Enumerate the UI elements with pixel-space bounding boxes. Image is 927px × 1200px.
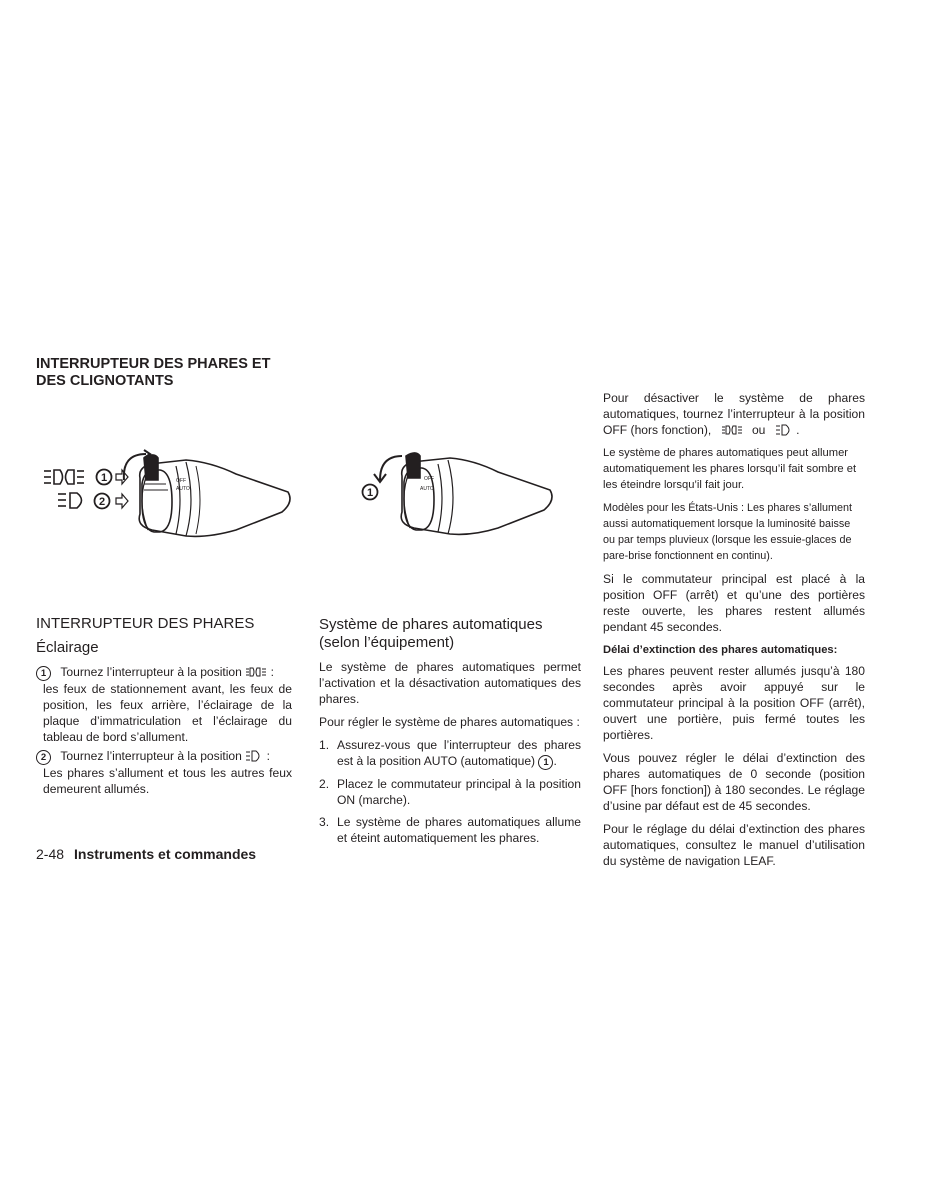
label-off: OFF (424, 476, 434, 482)
headlights-icon (245, 750, 263, 762)
section-title: INTERRUPTEUR DES PHARES ET DES CLIGNOTANTS (36, 356, 271, 389)
paragraph: Le système de phares automatiques peut allumer automatiquement les phares lorsqu’il fait sombre et les éteindre lorsqu’il fait jour. (603, 447, 857, 491)
headlights-icon (775, 424, 793, 436)
figure-auto-switch (350, 440, 560, 555)
paragraph: Si le commutateur principal est placé à la position OFF (arrêt) et qu’une des portières reste ouverte, les phares restent allumés pendant 45 secondes. (603, 572, 865, 634)
column-3 (603, 390, 865, 876)
heading-auto-headlights: Système de phares automatiques (selon l’équipement) (319, 616, 543, 651)
parking-lights-icon (44, 470, 84, 484)
page-footer (36, 846, 256, 862)
heading-headlight-switch: INTERRUPTEUR DES PHARES (36, 615, 255, 632)
list-item: 2. Placez le commutateur principal à la position ON (marche). (319, 777, 581, 807)
paragraph: Pour régler le système de phares automatiques : (319, 715, 580, 729)
list-item: 1 Tournez l’interrupteur à la position : les feux de stationnement avant, les feux de position, les feux arrière, l’éclairage de la plaque d’immatriculation et l’éclairage du tableau de bord s’allument. (36, 664, 292, 745)
parking-lights-icon (721, 424, 743, 436)
column-1 (36, 615, 292, 797)
chapter-title: Instruments et commandes (74, 846, 257, 862)
list-item: 3. Le système de phares automatiques allume et éteint automatiquement les phares. (319, 815, 581, 845)
figure-light-switch (36, 440, 296, 555)
paragraph: Vous pouvez régler le délai d’extinction des phares automatiques de 0 seconde (position OFF [hors fonction]) à 180 secondes. Le réglage d’usine par défaut est de 45 secondes. (603, 751, 865, 813)
paragraph: Pour le réglage du délai d’extinction des phares automatiques, consultez le manuel d’utilisation du système de navigation LEAF. (603, 822, 865, 868)
callout-2: 2 (36, 750, 51, 765)
paragraph: Modèles pour les États-Unis : Les phares s’allument aussi automatiquement lorsque la luminosité baisse ou par temps pluvieux (lorsque les essuie-glaces de pare-brise fonctionnent en continu). (603, 502, 853, 562)
page-number: 2-48 (36, 846, 65, 862)
label-auto: AUTO (176, 486, 190, 492)
paragraph: Le système de phares automatiques permet l’activation et la désactivation automatiques des phares. (319, 660, 581, 706)
callout-1: 1 (100, 472, 108, 484)
column-2 (319, 616, 581, 852)
subheading-lighting: Éclairage (36, 639, 99, 656)
callout-1: 1 (538, 755, 553, 770)
callout-1: 1 (366, 487, 374, 499)
parking-lights-icon (245, 666, 267, 678)
callout-1: 1 (36, 666, 51, 681)
headlights-icon (58, 493, 82, 508)
list-item: 1. Assurez-vous que l’interrupteur des phares est à la position AUTO (automatique) 1 . (319, 738, 581, 768)
callout-2: 2 (98, 496, 106, 508)
paragraph: Pour désactiver le système de phares automatiques, tournez l’interrupteur à la position OFF (hors fonction), ou . (603, 391, 865, 437)
subheading: Délai d’extinction des phares automatiques: (603, 644, 838, 656)
paragraph: Les phares peuvent rester allumés jusqu’à 180 secondes après avoir appuyé sur le commutateur principal à la position OFF (arrêt), ouvert une portière, puis fermé toutes les portières. (603, 664, 865, 742)
label-auto: AUTO (420, 486, 434, 492)
list-item: 2 Tournez l’interrupteur à la position : Les phares s’allument et tous les autres feux demeurent allumés. (36, 748, 292, 797)
label-off: OFF (176, 478, 186, 484)
